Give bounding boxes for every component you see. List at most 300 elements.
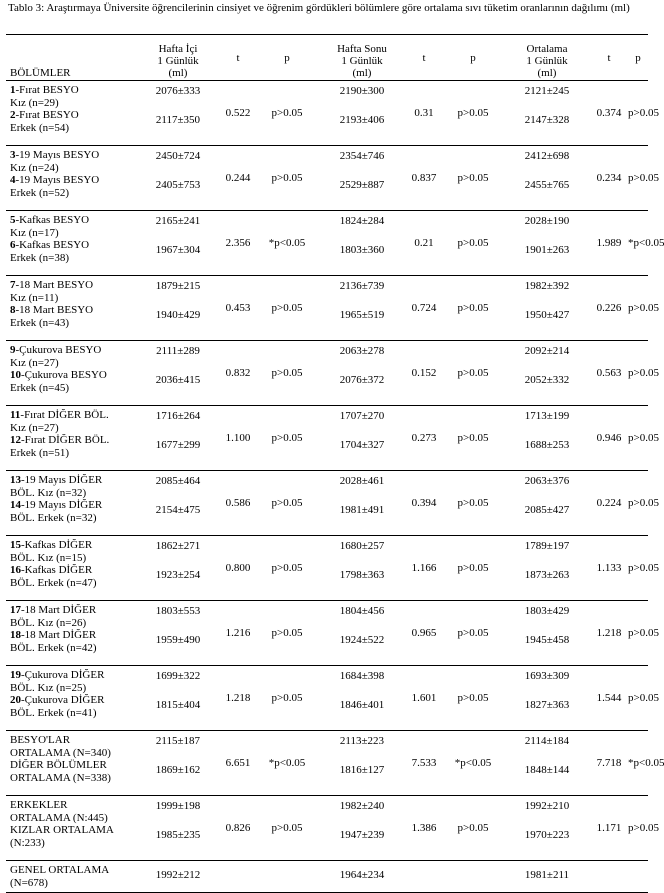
av-value: 2092±214 <box>524 345 570 357</box>
section-name-line <box>10 434 136 447</box>
average-p: p>0.05 <box>628 81 648 146</box>
table-row <box>6 341 648 406</box>
section-name-line <box>10 577 136 590</box>
section-number: 13 <box>10 474 21 486</box>
we-value: 2529±887 <box>339 179 385 191</box>
section-name-text: ORTALAMA (N=340) <box>10 746 111 759</box>
wd-value: 2076±333 <box>155 85 201 97</box>
wd-value: 1967±304 <box>155 244 201 256</box>
section-names <box>6 601 136 666</box>
section-name-text: Kız (n=24) <box>10 161 59 174</box>
section-names-wrap <box>10 471 136 524</box>
weekend-p: p>0.05 <box>442 471 504 536</box>
section-name-text: -Fırat DİĞER BÖL. <box>20 409 109 421</box>
empty-cell <box>590 861 628 893</box>
section-name-line <box>10 252 136 265</box>
weekend-t: 0.837 <box>406 146 442 211</box>
weekday-p: p>0.05 <box>256 276 318 341</box>
weekend-p: p>0.05 <box>442 341 504 406</box>
weekend-t: 1.386 <box>406 796 442 861</box>
wd-value: 1985±235 <box>155 829 201 841</box>
general-label <box>6 861 136 893</box>
section-names-wrap <box>10 601 136 654</box>
average-t: 1.133 <box>590 536 628 601</box>
section-name-line <box>10 694 136 707</box>
wd-value: 1716±264 <box>155 410 201 422</box>
section-name-text: -Çukurova DİĞER <box>21 694 105 706</box>
section-name-line <box>10 239 136 252</box>
we-value: 1680±257 <box>339 540 385 552</box>
wd-value: 1879±215 <box>155 280 201 292</box>
we-value: 2354±746 <box>339 150 385 162</box>
weekend-t: 1.601 <box>406 666 442 731</box>
section-name-line <box>10 734 136 747</box>
weekday-p: p>0.05 <box>256 601 318 666</box>
wd-value: 2154±475 <box>155 504 201 516</box>
wd-values <box>136 796 220 861</box>
section-name-text: Erkek (n=38) <box>10 251 70 264</box>
wd-value: 1999±198 <box>155 800 201 812</box>
we-values <box>318 471 406 536</box>
section-number: 3 <box>10 149 16 161</box>
wd-value: 1815±404 <box>155 699 201 711</box>
section-name-line <box>10 812 136 825</box>
section-name-line <box>10 317 136 330</box>
we-value: 1798±363 <box>339 569 385 581</box>
av-values <box>504 81 590 146</box>
av-value: 1827±363 <box>524 699 570 711</box>
section-name-text: BÖL. Erkek (n=47) <box>10 576 97 589</box>
section-names-wrap <box>10 276 136 329</box>
empty-cell <box>406 861 442 893</box>
section-number: 14 <box>10 499 21 511</box>
section-name-line <box>10 162 136 175</box>
section-name-text: Erkek (n=52) <box>10 186 70 199</box>
we-values <box>318 731 406 796</box>
av-values <box>504 601 590 666</box>
wd-value: 1699±322 <box>155 670 201 682</box>
table-row <box>6 146 648 211</box>
average-t: 0.946 <box>590 406 628 471</box>
section-name-text: -Kafkas DİĞER <box>21 539 93 551</box>
section-name-line <box>10 487 136 500</box>
section-names-wrap <box>10 211 136 264</box>
section-name-text: -Çukurova BESYO <box>21 369 107 381</box>
table-row <box>6 406 648 471</box>
av-value: 2121±245 <box>524 85 570 97</box>
section-name-text: -Kafkas DİĞER <box>21 564 93 576</box>
average-t: 1.218 <box>590 601 628 666</box>
average-t: 1.989 <box>590 211 628 276</box>
av-value: 2455±765 <box>524 179 570 191</box>
wd-value: 1862±271 <box>155 540 201 552</box>
av-values <box>504 796 590 861</box>
we-values <box>318 211 406 276</box>
average-header: Ortalama 1 Günlük (ml) <box>504 35 590 81</box>
section-name-text: Erkek (n=43) <box>10 316 70 329</box>
section-name-text: Kız (n=27) <box>10 421 59 434</box>
average-p: p>0.05 <box>628 666 648 731</box>
general-row <box>6 861 648 893</box>
we-values <box>318 276 406 341</box>
section-name-line <box>10 279 136 292</box>
average-p: p>0.05 <box>628 146 648 211</box>
weekend-p: p>0.05 <box>442 536 504 601</box>
section-name-text: -Fırat DİĞER BÖL. <box>21 434 110 446</box>
section-name-text: BÖL. Erkek (n=32) <box>10 511 97 524</box>
section-number: 2 <box>10 109 16 121</box>
section-name-line <box>10 772 136 785</box>
section-name-text: -Kafkas BESYO <box>15 239 90 251</box>
average-p: p>0.05 <box>628 341 648 406</box>
average-p-header: p <box>628 35 648 81</box>
average-p: p>0.05 <box>628 471 648 536</box>
we-value: 1965±519 <box>339 309 385 321</box>
section-number: 17 <box>10 604 21 616</box>
average-t: 1.544 <box>590 666 628 731</box>
weekday-p: *p<0.05 <box>256 211 318 276</box>
section-name-text: -Fırat BESYO <box>15 84 79 96</box>
wd-value: 2111±289 <box>156 345 200 357</box>
av-value: 2028±190 <box>524 215 570 227</box>
av-values <box>504 341 590 406</box>
weekend-t: 1.166 <box>406 536 442 601</box>
we-value: 1684±398 <box>339 670 385 682</box>
table-row <box>6 601 648 666</box>
section-names <box>6 536 136 601</box>
section-name-line <box>10 669 136 682</box>
section-number: 12 <box>10 434 21 446</box>
section-name-line <box>10 447 136 460</box>
section-name-text: BÖL. Erkek (n=41) <box>10 706 97 719</box>
weekend-t-header: t <box>406 35 442 81</box>
section-name-line <box>10 564 136 577</box>
section-name-line <box>10 824 136 837</box>
section-number: 20 <box>10 694 21 706</box>
average-t: 0.374 <box>590 81 628 146</box>
section-header: BÖLÜMLER <box>6 35 136 81</box>
weekend-p: p>0.05 <box>442 81 504 146</box>
section-name-text: -19 Mayıs BESYO <box>15 149 100 161</box>
section-names <box>6 796 136 861</box>
weekend-p: p>0.05 <box>442 666 504 731</box>
section-name-line <box>10 84 136 97</box>
section-number: 9 <box>10 344 16 356</box>
wd-values <box>136 276 220 341</box>
section-name-line <box>10 539 136 552</box>
section-number: 6 <box>10 239 16 251</box>
weekend-p: p>0.05 <box>442 406 504 471</box>
section-name-text: ORTALAMA (N:445) <box>10 811 108 824</box>
liquid-consumption-table <box>6 34 664 893</box>
section-name-line <box>10 227 136 240</box>
weekday-p: p>0.05 <box>256 81 318 146</box>
av-value: 1982±392 <box>524 280 570 292</box>
weekend-t: 0.31 <box>406 81 442 146</box>
section-name-text: -18 Mart DİĞER <box>21 629 97 641</box>
av-value: 1789±197 <box>524 540 570 552</box>
section-name-text: BESYO'LAR <box>10 734 71 746</box>
section-names <box>6 406 136 471</box>
section-name-line <box>10 292 136 305</box>
av-values <box>504 211 590 276</box>
section-name-line <box>10 707 136 720</box>
av-values <box>504 731 590 796</box>
section-number: 16 <box>10 564 21 576</box>
section-name-line <box>10 799 136 812</box>
av-value: 1688±253 <box>524 439 570 451</box>
average-t: 0.563 <box>590 341 628 406</box>
section-name-text: -18 Mart DİĞER <box>21 604 97 616</box>
av-value: 1803±429 <box>524 605 570 617</box>
wd-value: 2450±724 <box>155 150 201 162</box>
section-name-line <box>10 357 136 370</box>
wd-value: 1803±553 <box>155 605 201 617</box>
wd-values <box>136 731 220 796</box>
average-p: p>0.05 <box>628 406 648 471</box>
section-name-text: ERKEKLER <box>10 799 68 811</box>
av-value: 1970±223 <box>524 829 570 841</box>
wd-values <box>136 601 220 666</box>
weekday-t: 0.244 <box>220 146 256 211</box>
we-value: 1707±270 <box>339 410 385 422</box>
we-value: 1803±360 <box>339 244 385 256</box>
average-p: p>0.05 <box>628 601 648 666</box>
section-name-line <box>10 122 136 135</box>
wd-value: 2115±187 <box>155 735 201 747</box>
average-p: p>0.05 <box>628 536 648 601</box>
table-header <box>6 35 648 81</box>
we-values <box>318 341 406 406</box>
section-names-wrap <box>10 796 136 849</box>
weekend-t: 0.152 <box>406 341 442 406</box>
empty-cell <box>628 861 648 893</box>
empty-cell <box>442 861 504 893</box>
weekday-t: 6.651 <box>220 731 256 796</box>
section-name-text: Erkek (n=54) <box>10 121 70 134</box>
wd-value: 1923±254 <box>155 569 201 581</box>
wd-value: 1959±490 <box>155 634 201 646</box>
section-name-text: Kız (n=27) <box>10 356 59 369</box>
wd-value: 2036±415 <box>155 374 201 386</box>
we-value: 1846±401 <box>339 699 385 711</box>
section-name-text: Kız (n=17) <box>10 226 59 239</box>
weekday-t: 1.216 <box>220 601 256 666</box>
table-row <box>6 796 648 861</box>
we-value: 1981±491 <box>339 504 385 516</box>
section-name-text: BÖL. Kız (n=32) <box>10 486 87 499</box>
section-name-line <box>10 174 136 187</box>
weekday-p: p>0.05 <box>256 796 318 861</box>
av-value: 1693±309 <box>524 670 570 682</box>
section-name-line <box>10 747 136 760</box>
weekday-p: p>0.05 <box>256 146 318 211</box>
section-names <box>6 146 136 211</box>
section-name-line <box>10 344 136 357</box>
table-row <box>6 81 648 146</box>
av-values <box>504 536 590 601</box>
section-name-line <box>10 759 136 772</box>
section-name-line <box>10 304 136 317</box>
section-name-line <box>10 422 136 435</box>
we-value: 1704±327 <box>339 439 385 451</box>
section-name-line <box>10 629 136 642</box>
section-names-wrap <box>10 146 136 199</box>
section-number: 7 <box>10 279 16 291</box>
section-name-line <box>10 382 136 395</box>
weekday-t: 1.218 <box>220 666 256 731</box>
we-values <box>318 406 406 471</box>
weekday-t: 0.522 <box>220 81 256 146</box>
weekend-t: 0.273 <box>406 406 442 471</box>
weekend-t: 0.965 <box>406 601 442 666</box>
we-value: 2193±406 <box>339 114 385 126</box>
we-value: 2190±300 <box>339 85 385 97</box>
section-name-text: Kız (n=29) <box>10 96 59 109</box>
we-value: 2028±461 <box>339 475 385 487</box>
average-t: 0.226 <box>590 276 628 341</box>
section-number: 15 <box>10 539 21 551</box>
av-value: 2052±332 <box>524 374 570 386</box>
average-p: p>0.05 <box>628 276 648 341</box>
section-name-text: -Kafkas BESYO <box>15 214 90 226</box>
table-caption: Tablo 3: Araştırmaya Üniversite öğrencilerinin cinsiyet ve öğrenim gördükleri bölümlere göre ortalama sıvı tüketim oranlarının dağılımı (ml) <box>8 2 630 14</box>
section-names-wrap <box>10 406 136 459</box>
average-p: p>0.05 <box>628 796 648 861</box>
wd-values <box>136 146 220 211</box>
wd-value: 2085±464 <box>155 475 201 487</box>
table-row <box>6 276 648 341</box>
section-number: 5 <box>10 214 16 226</box>
section-name-text: Erkek (n=45) <box>10 381 70 394</box>
general-average: 1981±211 <box>504 861 590 893</box>
weekday-t: 0.832 <box>220 341 256 406</box>
av-value: 2085±427 <box>524 504 570 516</box>
we-value: 1804±456 <box>339 605 385 617</box>
we-value: 1924±522 <box>339 634 385 646</box>
section-number: 18 <box>10 629 21 641</box>
section-name-text: -19 Mayıs DİĞER <box>21 474 103 486</box>
wd-value: 2405±753 <box>155 179 201 191</box>
weekend-p-header: p <box>442 35 504 81</box>
section-name-line <box>10 149 136 162</box>
section-names <box>6 731 136 796</box>
section-name-text: -Çukurova BESYO <box>15 344 102 356</box>
we-values <box>318 536 406 601</box>
section-names <box>6 341 136 406</box>
weekend-p: p>0.05 <box>442 146 504 211</box>
average-t: 0.224 <box>590 471 628 536</box>
weekend-p: p>0.05 <box>442 796 504 861</box>
empty-cell <box>256 861 318 893</box>
section-names-wrap <box>10 731 136 784</box>
av-value: 2114±184 <box>524 735 570 747</box>
empty-cell <box>220 861 256 893</box>
av-values <box>504 146 590 211</box>
general-label-wrap <box>10 861 136 889</box>
section-name-line <box>10 604 136 617</box>
wd-value: 1677±299 <box>155 439 201 451</box>
table-row <box>6 666 648 731</box>
section-number: 8 <box>10 304 16 316</box>
weekday-p-header: p <box>256 35 318 81</box>
general-weekend: 1964±234 <box>318 861 406 893</box>
we-value: 2136±739 <box>339 280 385 292</box>
av-value: 2063±376 <box>524 475 570 487</box>
weekend-p: p>0.05 <box>442 601 504 666</box>
weekend-t: 7.533 <box>406 731 442 796</box>
section-name-text: Erkek (n=51) <box>10 446 70 459</box>
section-name-text: BÖL. Erkek (n=42) <box>10 641 97 654</box>
section-name-line <box>10 642 136 655</box>
section-number: 1 <box>10 84 16 96</box>
av-values <box>504 406 590 471</box>
weekday-t: 0.826 <box>220 796 256 861</box>
weekend-p: p>0.05 <box>442 276 504 341</box>
we-values <box>318 81 406 146</box>
weekend-header: Hafta Sonu 1 Günlük (ml) <box>318 35 406 81</box>
general-label-line: (N=678) <box>10 876 48 889</box>
weekday-p: *p<0.05 <box>256 731 318 796</box>
section-name-text: ORTALAMA (N=338) <box>10 771 111 784</box>
av-values <box>504 471 590 536</box>
we-value: 1947±239 <box>339 829 385 841</box>
general-label-line: GENEL ORTALAMA <box>10 864 110 876</box>
wd-values <box>136 471 220 536</box>
we-values <box>318 666 406 731</box>
we-value: 2063±278 <box>339 345 385 357</box>
av-value: 1950±427 <box>524 309 570 321</box>
av-value: 2147±328 <box>524 114 570 126</box>
weekday-t: 1.100 <box>220 406 256 471</box>
section-names <box>6 471 136 536</box>
wd-value: 2165±241 <box>155 215 201 227</box>
section-names-wrap <box>10 81 136 134</box>
section-name-text: DİĞER BÖLÜMLER <box>10 759 107 771</box>
wd-values <box>136 81 220 146</box>
av-value: 2412±698 <box>524 150 570 162</box>
wd-values <box>136 211 220 276</box>
section-names <box>6 211 136 276</box>
section-name-line <box>10 682 136 695</box>
table-row <box>6 731 648 796</box>
weekday-p: p>0.05 <box>256 666 318 731</box>
weekday-t: 2.356 <box>220 211 256 276</box>
section-name-line <box>10 552 136 565</box>
section-name-text: -18 Mart BESYO <box>15 279 94 291</box>
average-p: *p<0.05 <box>628 211 648 276</box>
table-row <box>6 211 648 276</box>
weekend-t: 0.724 <box>406 276 442 341</box>
av-values <box>504 666 590 731</box>
we-value: 2113±223 <box>339 735 385 747</box>
wd-values <box>136 536 220 601</box>
section-name-line <box>10 837 136 850</box>
we-values <box>318 146 406 211</box>
section-names <box>6 276 136 341</box>
wd-values <box>136 406 220 471</box>
average-t: 0.234 <box>590 146 628 211</box>
av-value: 1992±210 <box>524 800 570 812</box>
weekend-p: *p<0.05 <box>442 731 504 796</box>
we-value: 1824±284 <box>339 215 385 227</box>
section-name-text: BÖL. Kız (n=15) <box>10 551 87 564</box>
section-name-text: -19 Mayıs BESYO <box>15 174 100 186</box>
section-name-line <box>10 617 136 630</box>
section-name-text: KIZLAR ORTALAMA <box>10 824 114 836</box>
wd-values <box>136 666 220 731</box>
average-t-header: t <box>590 35 628 81</box>
